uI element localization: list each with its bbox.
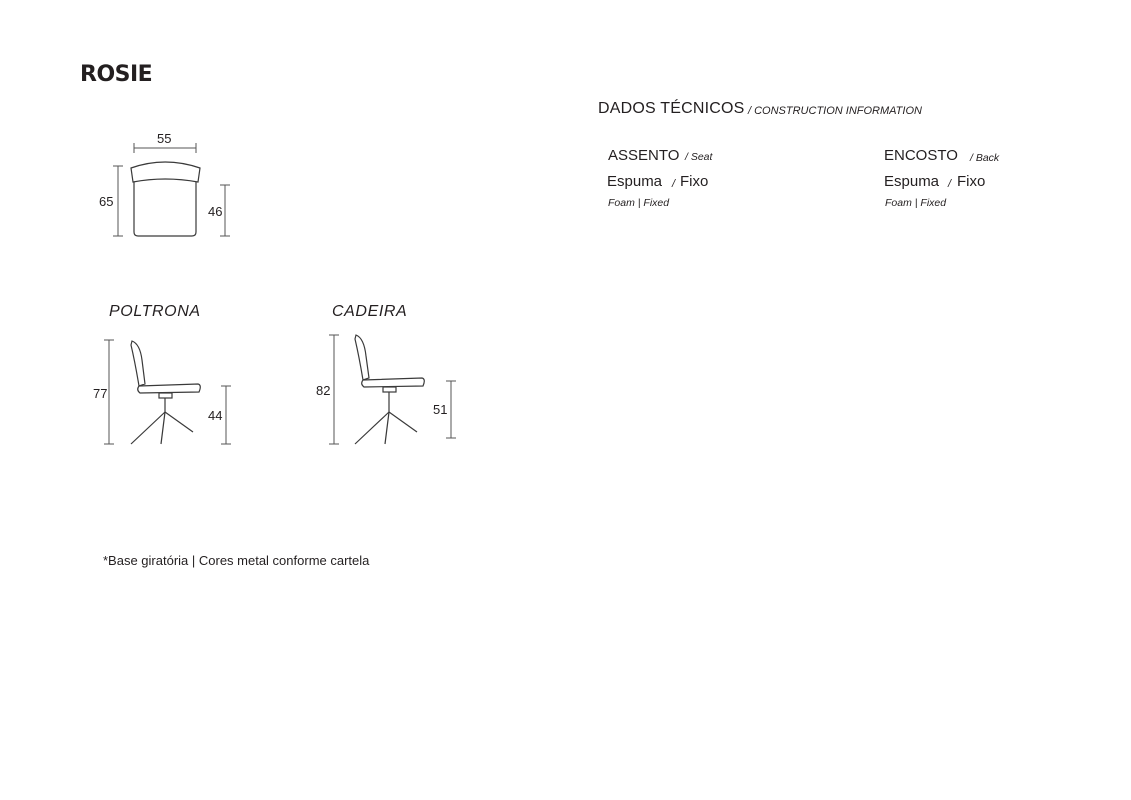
top-view-width-label: 55: [157, 131, 172, 146]
technical-subtitle: / CONSTRUCTION INFORMATION: [748, 105, 922, 117]
cadeira-seat-height: 51: [433, 402, 448, 417]
seat-title: ASSENTO: [608, 147, 680, 164]
back-material: Espuma: [884, 173, 940, 190]
top-view-height-label: 65: [99, 194, 114, 209]
cadeira-label: CADEIRA: [332, 303, 408, 320]
technical-title: DADOS TÉCNICOS: [598, 100, 745, 117]
cadeira-total-height: 82: [316, 383, 331, 398]
poltrona-label: POLTRONA: [109, 303, 201, 320]
top-view-seat-height-label: 46: [208, 204, 223, 219]
seat-separator: /: [672, 178, 676, 190]
cadeira-side-drawing: [329, 335, 456, 444]
back-value-en: Foam | Fixed: [885, 197, 947, 209]
back-mount: Fixo: [957, 173, 986, 190]
back-title: ENCOSTO: [884, 147, 958, 164]
back-separator: /: [948, 178, 952, 190]
back-title-en: / Back: [970, 152, 1000, 164]
poltrona-total-height: 77: [93, 386, 108, 401]
seat-mount: Fixo: [680, 173, 709, 190]
top-view-drawing: [113, 143, 230, 236]
seat-material: Espuma: [607, 173, 663, 190]
poltrona-side-drawing: [104, 340, 231, 444]
poltrona-seat-height: 44: [208, 408, 223, 423]
footnote: *Base giratória | Cores metal conforme cartela: [103, 553, 370, 568]
seat-title-en: / Seat: [685, 151, 713, 163]
product-title: ROSIE: [80, 62, 153, 87]
seat-value-en: Foam | Fixed: [608, 197, 670, 209]
